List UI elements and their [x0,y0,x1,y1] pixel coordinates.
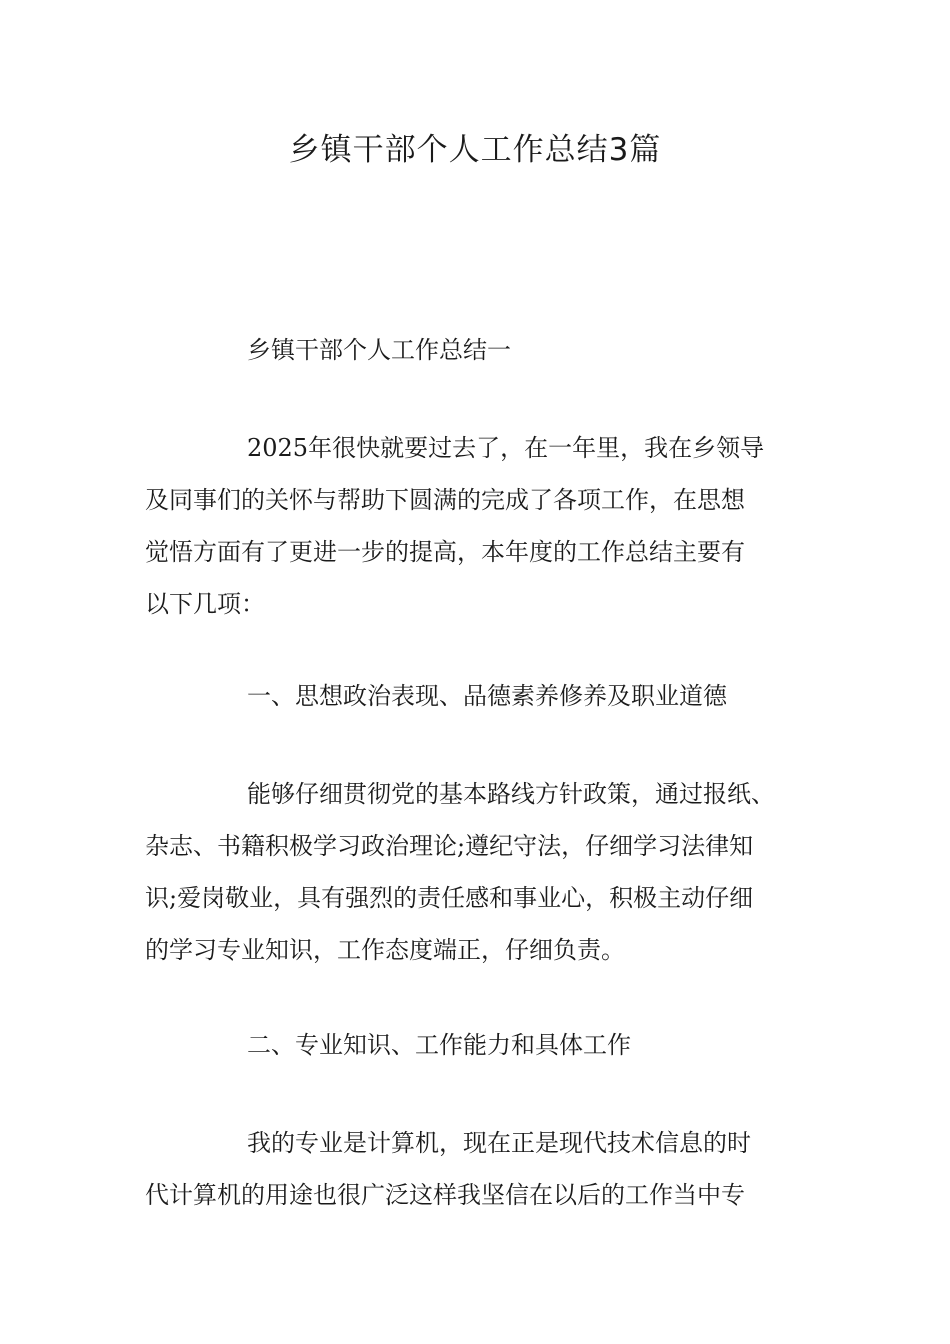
paragraph-political: 能够仔细贯彻党的基本路线方针政策，通过报纸、 杂志、书籍积极学习政治理论;遵纪守法，仔细学习法律知 识;爱岗敬业，具有强烈的责任感和事业心，积极主动仔细 的学习专业知识，工作态度端正，仔细负责。 [145,780,775,964]
document-title: 乡镇干部个人工作总结3篇 [288,132,662,168]
section-heading-professional: 二、专业知识、工作能力和具体工作 [247,1031,631,1059]
section-heading-political: 一、思想政治表现、品德素养修养及职业道德 [247,682,727,710]
paragraph-intro: 2025年很快就要过去了，在一年里，我在乡领导 及同事们的关怀与帮助下圆满的完成了各项工作，在思想 觉悟方面有了更进一步的提高，本年度的工作总结主要有 以下几项： [145,434,765,618]
paragraph-professional: 我的专业是计算机，现在正是现代技术信息的时 代计算机的用途也很广泛这样我坚信在以后的工作当中专 [145,1129,751,1209]
section-heading-summary-one: 乡镇干部个人工作总结一 [247,336,511,364]
